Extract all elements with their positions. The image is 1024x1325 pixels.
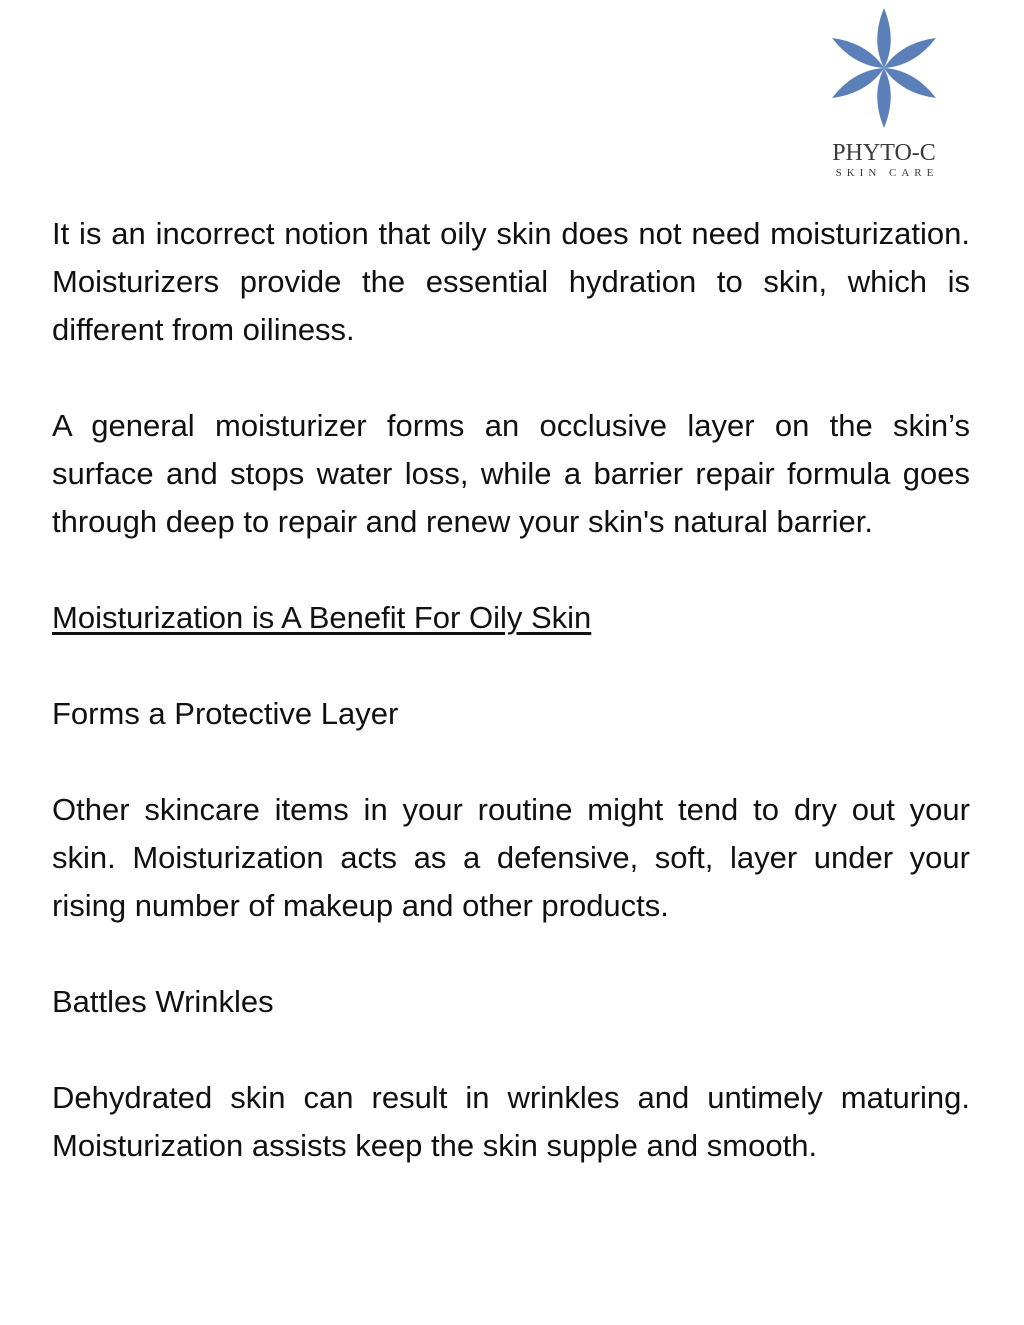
- six-point-star-icon: [822, 4, 946, 132]
- brand-subtitle: SKIN CARE: [835, 167, 939, 179]
- subheading-protective-layer: Forms a Protective Layer: [52, 696, 399, 731]
- protective-layer-paragraph: Other skincare items in your routine might tend to dry out your skin. Moisturization acts as a defensive, soft, layer under your rising number of makeup and other products.: [52, 792, 970, 923]
- section-heading: [52, 594, 970, 642]
- brand-logo: [818, 4, 950, 184]
- section-heading-text: Moisturization is A Benefit For Oily Skin: [52, 600, 592, 635]
- document-body: [52, 210, 970, 1218]
- subheading-battles-wrinkles: Battles Wrinkles: [52, 984, 274, 1019]
- brand-name: PHYTO-C: [832, 140, 936, 166]
- intro-paragraph: It is an incorrect notion that oily skin does not need moisturization. Moisturizers provide the essential hydration to skin, which is different from oiliness.: [52, 216, 970, 347]
- battles-wrinkles-paragraph: Dehydrated skin can result in wrinkles and untimely maturing. Moisturization assists keep the skin supple and smooth.: [52, 1080, 970, 1163]
- moisturizer-paragraph: A general moisturizer forms an occlusive layer on the skin’s surface and stops water loss, while a barrier repair formula goes through deep to repair and renew your skin's natural barrier.: [52, 408, 970, 539]
